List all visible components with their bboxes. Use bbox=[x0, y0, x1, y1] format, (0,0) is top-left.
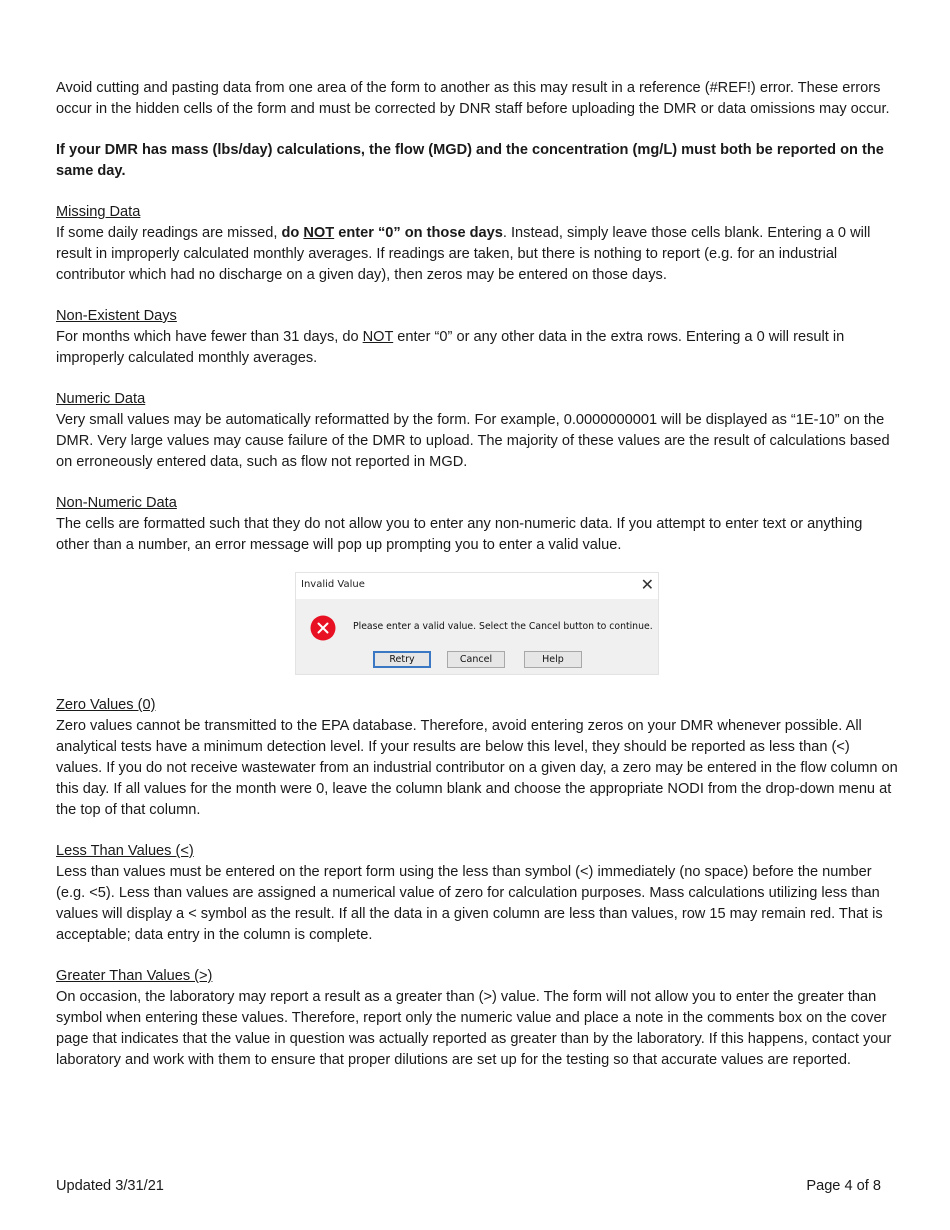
error-icon bbox=[310, 615, 336, 641]
non-numeric-data-paragraph: The cells are formatted such that they do not allow you to enter any non-numeric data. If you attempt to enter text or anything other than a number, an error message will pop up prompting you to enter a valid value. bbox=[56, 516, 863, 553]
greater-than-paragraph: On occasion, the laboratory may report a result as a greater than (>) value. The form will not allow you to enter the greater than symbol when entering these values. Therefore, report only the numeric value and place a note in the comments box on the cover page that indicates that the value in question was actually reported as greater than by the laboratory. If this happens, contact your laboratory and work with them to ensure that proper dilutions are set up for the testing so that accurate values are reported. bbox=[56, 989, 892, 1068]
document-body bbox=[56, 78, 898, 1071]
invalid-value-dialog bbox=[295, 572, 659, 675]
non-existent-days-heading: Non-Existent Days bbox=[56, 308, 177, 324]
numeric-data-heading: Numeric Data bbox=[56, 391, 146, 407]
retry-button[interactable]: Retry bbox=[373, 651, 431, 668]
footer-page-number: Page 4 of 8 bbox=[806, 1178, 881, 1194]
less-than-paragraph: Less than values must be entered on the report form using the less than symbol (<) immediately (no space) before the number (e.g. <5). Less than values are assigned a numerical value of zero for calculation purposes. Mass calculations utilizing less than values will display a < symbol as the result. If all the data in a given column are less than values, row 15 may remain red. That is acceptable; data entry in the column is complete. bbox=[56, 864, 883, 943]
dialog-titlebar bbox=[296, 573, 658, 599]
less-than-heading: Less Than Values (<) bbox=[56, 843, 194, 859]
dialog-title: Invalid Value bbox=[301, 579, 365, 590]
mass-calculation-note: If your DMR has mass (lbs/day) calculations, the flow (MGD) and the concentration (mg/L) must both be reported on the same day. bbox=[56, 142, 884, 179]
zero-values-paragraph: Zero values cannot be transmitted to the EPA database. Therefore, avoid entering zeros on your DMR whenever possible. All analytical tests have a minimum detection level. If your results are below this level, they should be reported as less than (<) values. If you do not receive wastewater from an industrial contributor on a given day, a zero may be entered in the flow column on this day. If all values for the month were 0, leave the column blank and choose the appropriate NODI from the drop-down menu at the top of that column. bbox=[56, 718, 898, 818]
non-existent-days-paragraph: For months which have fewer than 31 days, do NOT enter “0” or any other data in the extra rows. Entering a 0 will result in improperly calculated monthly averages. bbox=[56, 329, 845, 366]
zero-values-heading: Zero Values (0) bbox=[56, 697, 156, 713]
dialog-message: Please enter a valid value. Select the Cancel button to continue. bbox=[353, 621, 653, 632]
missing-data-paragraph: If some daily readings are missed, do NOT enter “0” on those days. Instead, simply leave those cells blank. Entering a 0 will result in improperly calculated monthly averages. If readings are taken, but there is nothing to report (e.g. for an industrial contributor which had no discharge on a given day), then zeros may be entered on those days. bbox=[56, 225, 871, 283]
missing-data-heading: Missing Data bbox=[56, 204, 141, 220]
close-icon[interactable]: ✕ bbox=[640, 575, 654, 594]
intro-paragraph: Avoid cutting and pasting data from one area of the form to another as this may result in a reference (#REF!) error. These errors occur in the hidden cells of the form and must be corrected by DNR staff before uploading the DMR or data omissions may occur. bbox=[56, 80, 890, 117]
non-numeric-data-heading: Non-Numeric Data bbox=[56, 495, 177, 511]
numeric-data-paragraph: Very small values may be automatically reformatted by the form. For example, 0.0000000001 will be displayed as “1E-10” on the DMR. Very large values may cause failure of the DMR to upload. The majority of these values are the result of calculations based on erroneously entered data, such as flow not reported in MGD. bbox=[56, 412, 890, 470]
greater-than-heading: Greater Than Values (>) bbox=[56, 968, 213, 984]
dialog-screenshot-wrap bbox=[56, 572, 898, 675]
help-button[interactable]: Help bbox=[524, 651, 582, 668]
footer-updated: Updated 3/31/21 bbox=[56, 1178, 164, 1194]
cancel-button[interactable]: Cancel bbox=[447, 651, 505, 668]
